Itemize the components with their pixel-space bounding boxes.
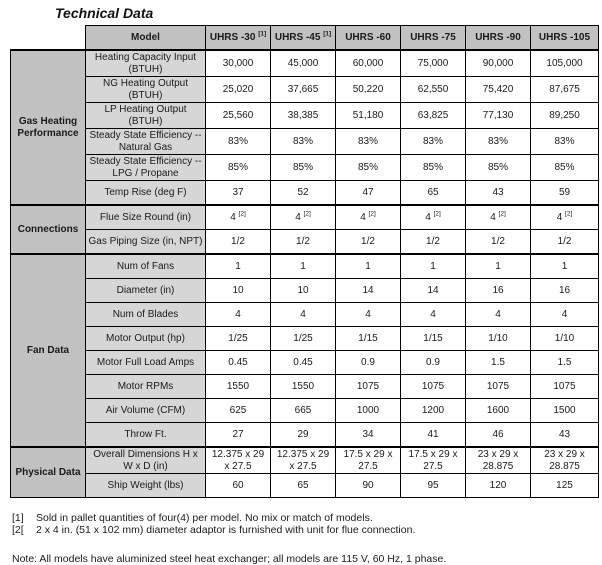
- value-cell: [206, 399, 271, 423]
- value-cell: [401, 474, 466, 498]
- value-text: 1: [235, 260, 241, 272]
- value-text: 1: [365, 260, 371, 272]
- value-text: 1075: [553, 380, 576, 392]
- value-text: 25,560: [222, 109, 254, 121]
- model-column-label: UHRS -60: [345, 31, 391, 43]
- value-cell: [401, 230, 466, 255]
- value-cell: [206, 474, 271, 498]
- value-cell: [531, 155, 599, 181]
- value-cell: [466, 155, 531, 181]
- value-cell: [336, 447, 401, 474]
- value-text: 85%: [227, 161, 248, 173]
- value-text: 120: [489, 479, 507, 491]
- value-cell: [336, 50, 401, 77]
- model-column-header: [531, 26, 599, 51]
- value-cell: [206, 129, 271, 155]
- table-row: [11, 423, 599, 448]
- model-column-header: [271, 26, 336, 51]
- table-row: [11, 279, 599, 303]
- value-cell: [531, 303, 599, 327]
- value-text: 34: [362, 428, 374, 440]
- footnote-superscript: [2]: [368, 210, 376, 218]
- footnote-superscript: [2]: [498, 210, 506, 218]
- value-cell: [206, 423, 271, 448]
- value-cell: [336, 279, 401, 303]
- value-cell: [531, 447, 599, 474]
- row-label-cell: NG Heating Output (BTUH): [86, 77, 206, 103]
- value-text: 1: [430, 260, 436, 272]
- value-cell: [336, 129, 401, 155]
- row-label-cell: Ship Weight (lbs): [86, 474, 206, 498]
- value-text: 1550: [291, 380, 315, 392]
- footnote-superscript: [2]: [565, 210, 573, 218]
- value-cell: [206, 254, 271, 279]
- value-text: 65: [297, 479, 309, 491]
- table-row: [11, 447, 599, 474]
- value-text: 1/10: [488, 332, 508, 344]
- row-label-cell: Heating Capacity Input (BTUH): [86, 50, 206, 77]
- value-text: 85%: [554, 161, 575, 173]
- model-column-header: [401, 26, 466, 51]
- technical-data-page: [0, 5, 602, 565]
- value-text: 14: [362, 284, 374, 296]
- value-text: 23 x 29 x 28.875: [544, 449, 585, 472]
- value-text: 77,130: [482, 109, 514, 121]
- value-text: 1/2: [557, 235, 572, 247]
- value-text: 63,825: [417, 109, 449, 121]
- value-text: 83%: [357, 135, 378, 147]
- value-cell: [531, 181, 599, 206]
- value-text: 1/2: [426, 235, 440, 247]
- value-cell: [206, 327, 271, 351]
- table-row: [11, 254, 599, 279]
- value-text: 12.375 x 29 x 27.5: [276, 449, 330, 472]
- value-cell: [206, 205, 271, 230]
- value-cell: [401, 447, 466, 474]
- value-cell: [336, 230, 401, 255]
- value-text: 75,420: [482, 83, 514, 95]
- value-text: 4: [230, 211, 236, 223]
- value-cell: [401, 103, 466, 129]
- value-cell: [401, 351, 466, 375]
- footnote-superscript: [2]: [238, 210, 246, 218]
- value-cell: [466, 230, 531, 255]
- table-row: [11, 399, 599, 423]
- value-text: 17.5 x 29 x 27.5: [408, 449, 458, 472]
- value-cell: [466, 399, 531, 423]
- value-cell: [206, 230, 271, 255]
- table-body: [11, 50, 599, 498]
- value-text: 45,000: [287, 57, 319, 69]
- value-text: 85%: [487, 161, 508, 173]
- value-cell: [271, 77, 336, 103]
- model-column-label: UHRS -105: [538, 31, 591, 43]
- value-text: 85%: [357, 161, 378, 173]
- value-cell: [401, 399, 466, 423]
- value-cell: [466, 474, 531, 498]
- value-cell: [206, 351, 271, 375]
- value-text: 43: [492, 186, 504, 198]
- value-text: 29: [297, 428, 309, 440]
- header-row: [11, 26, 599, 51]
- value-text: 1.5: [557, 356, 572, 368]
- value-text: 4: [556, 211, 563, 223]
- value-text: 1/25: [228, 332, 248, 344]
- value-cell: [336, 327, 401, 351]
- value-text: 83%: [554, 135, 575, 147]
- table-row: [11, 303, 599, 327]
- footnote-superscript: [1]: [323, 30, 332, 38]
- value-text: 75,000: [417, 57, 449, 69]
- value-text: 1500: [553, 404, 576, 416]
- value-cell: [206, 103, 271, 129]
- technical-data-table: [10, 25, 599, 498]
- value-text: 1/2: [361, 235, 375, 247]
- row-label-cell: Air Volume (CFM): [86, 399, 206, 423]
- value-cell: [401, 303, 466, 327]
- value-cell: [271, 103, 336, 129]
- value-text: 17.5 x 29 x 27.5: [343, 449, 393, 472]
- value-text: 1600: [486, 404, 510, 416]
- value-cell: [206, 77, 271, 103]
- value-cell: [271, 474, 336, 498]
- footnote-superscript: [2]: [433, 210, 441, 218]
- value-text: 1.5: [491, 356, 505, 368]
- value-cell: [336, 103, 401, 129]
- value-text: 27: [232, 428, 244, 440]
- value-text: 30,000: [222, 57, 254, 69]
- value-text: 1075: [356, 380, 380, 392]
- value-cell: [466, 303, 531, 327]
- value-cell: [206, 375, 271, 399]
- section-group-cell: Physical Data: [11, 447, 86, 498]
- value-cell: [336, 77, 401, 103]
- value-text: 89,250: [549, 109, 580, 121]
- row-label-cell: Motor Output (hp): [86, 327, 206, 351]
- value-cell: [531, 423, 599, 448]
- value-cell: [401, 279, 466, 303]
- value-text: 4: [235, 308, 241, 320]
- model-column-label: UHRS -30: [209, 31, 256, 43]
- footnote-marker: [1]: [12, 512, 24, 524]
- value-cell: [531, 230, 599, 255]
- model-column-label: UHRS -75: [410, 31, 456, 43]
- value-cell: [271, 375, 336, 399]
- value-cell: [531, 50, 599, 77]
- row-label-cell: Diameter (in): [86, 279, 206, 303]
- row-label-cell: Overall Dimensions H x W x D (in): [86, 447, 206, 474]
- value-cell: [336, 205, 401, 230]
- value-cell: [466, 129, 531, 155]
- value-cell: [206, 447, 271, 474]
- value-text: 1075: [421, 380, 445, 392]
- value-cell: [206, 303, 271, 327]
- value-cell: [271, 129, 336, 155]
- value-text: 0.9: [361, 356, 375, 368]
- bottom-note: Note: All models have aluminized steel heat exchanger; all models are 115 V, 60 Hz, 1 phase.: [12, 553, 447, 565]
- value-cell: [401, 155, 466, 181]
- value-cell: [271, 205, 336, 230]
- value-cell: [466, 423, 531, 448]
- value-cell: [271, 181, 336, 206]
- value-cell: [271, 279, 336, 303]
- value-cell: [401, 181, 466, 206]
- model-column-label: UHRS -45: [274, 31, 321, 43]
- corner-cell: [11, 26, 86, 51]
- value-text: 41: [427, 428, 439, 440]
- value-text: 1000: [356, 404, 380, 416]
- value-text: 4: [360, 211, 366, 223]
- footnotes: [12, 512, 602, 536]
- value-text: 14: [427, 284, 439, 296]
- table-row: [11, 351, 599, 375]
- value-cell: [336, 423, 401, 448]
- value-cell: [271, 254, 336, 279]
- row-label-cell: Num of Fans: [86, 254, 206, 279]
- value-cell: [271, 351, 336, 375]
- table-row: [11, 103, 599, 129]
- value-text: 4: [365, 308, 371, 320]
- row-label-cell: Temp Rise (deg F): [86, 181, 206, 206]
- value-cell: [401, 254, 466, 279]
- value-cell: [531, 399, 599, 423]
- section-group-cell: Connections: [11, 205, 86, 254]
- value-text: 85%: [292, 161, 313, 173]
- value-text: 1/15: [358, 332, 378, 344]
- table-header: [11, 26, 599, 51]
- footnote-superscript: [1]: [258, 30, 267, 38]
- value-cell: [401, 205, 466, 230]
- value-text: 10: [297, 284, 309, 296]
- value-text: 50,220: [352, 83, 384, 95]
- model-header-cell: Model: [86, 26, 206, 51]
- row-label-cell: LP Heating Output (BTUH): [86, 103, 206, 129]
- value-text: 90: [362, 479, 374, 491]
- value-cell: [336, 181, 401, 206]
- page-title: Technical Data: [55, 5, 154, 21]
- value-text: 62,550: [417, 83, 449, 95]
- value-text: 83%: [422, 135, 443, 147]
- value-text: 4: [295, 211, 301, 223]
- value-cell: [466, 254, 531, 279]
- value-cell: [466, 351, 531, 375]
- value-cell: [206, 181, 271, 206]
- value-text: 0.45: [228, 356, 248, 368]
- value-cell: [271, 423, 336, 448]
- value-cell: [531, 279, 599, 303]
- value-text: 23 x 29 x 28.875: [477, 449, 519, 472]
- value-text: 1/2: [296, 235, 310, 247]
- row-label-cell: Num of Blades: [86, 303, 206, 327]
- value-text: 125: [556, 479, 573, 491]
- value-cell: [466, 77, 531, 103]
- footnote-row: [12, 512, 602, 524]
- value-text: 1: [300, 260, 306, 272]
- value-cell: [401, 423, 466, 448]
- table-row: [11, 155, 599, 181]
- value-text: 1/2: [491, 235, 505, 247]
- value-text: 1/25: [293, 332, 313, 344]
- table-row: [11, 474, 599, 498]
- value-cell: [466, 50, 531, 77]
- value-text: 83%: [292, 135, 313, 147]
- value-cell: [336, 254, 401, 279]
- value-text: 65: [427, 186, 439, 198]
- value-cell: [401, 50, 466, 77]
- value-cell: [206, 279, 271, 303]
- value-cell: [401, 77, 466, 103]
- value-cell: [271, 399, 336, 423]
- value-text: 46: [492, 428, 504, 440]
- model-column-header: [336, 26, 401, 51]
- value-text: 4: [430, 308, 436, 320]
- value-text: 0.9: [426, 356, 440, 368]
- value-text: 52: [297, 186, 309, 198]
- footnote-superscript: [2]: [303, 210, 311, 218]
- value-text: 10: [232, 284, 244, 296]
- value-cell: [336, 155, 401, 181]
- value-cell: [531, 351, 599, 375]
- value-text: 43: [558, 428, 571, 440]
- value-cell: [466, 205, 531, 230]
- value-text: 105,000: [546, 57, 583, 69]
- row-label-cell: Steady State Efficiency -- Natural Gas: [86, 129, 206, 155]
- value-text: 4: [561, 308, 568, 320]
- value-cell: [271, 155, 336, 181]
- table-row: [11, 129, 599, 155]
- table-row: [11, 77, 599, 103]
- value-cell: [336, 375, 401, 399]
- row-label-cell: Flue Size Round (in): [86, 205, 206, 230]
- value-cell: [531, 254, 599, 279]
- value-cell: [531, 103, 599, 129]
- table-row: [11, 181, 599, 206]
- row-label-cell: Steady State Efficiency -- LPG / Propane: [86, 155, 206, 181]
- value-cell: [466, 327, 531, 351]
- value-text: 87,675: [549, 83, 580, 95]
- value-cell: [271, 447, 336, 474]
- value-cell: [466, 447, 531, 474]
- value-text: 1200: [421, 404, 445, 416]
- value-text: 1/15: [423, 332, 443, 344]
- value-cell: [531, 327, 599, 351]
- value-cell: [531, 129, 599, 155]
- value-cell: [271, 303, 336, 327]
- value-text: 95: [427, 479, 439, 491]
- model-column-header: [206, 26, 271, 51]
- value-text: 1/2: [231, 235, 245, 247]
- value-text: 4: [300, 308, 306, 320]
- value-text: 1: [561, 260, 568, 272]
- value-cell: [466, 375, 531, 399]
- section-group-cell: Fan Data: [11, 254, 86, 447]
- value-text: 60,000: [352, 57, 384, 69]
- value-text: 1075: [486, 380, 510, 392]
- footnote-text: Sold in pallet quantities of four(4) per model. No mix or match of models.: [36, 512, 373, 524]
- footnote-row: [12, 524, 602, 536]
- value-text: 12.375 x 29 x 27.5: [211, 449, 265, 472]
- value-cell: [531, 77, 599, 103]
- value-text: 59: [558, 186, 571, 198]
- value-text: 1550: [226, 380, 250, 392]
- value-cell: [466, 279, 531, 303]
- value-text: 47: [362, 186, 374, 198]
- footnote-marker: [2[: [12, 524, 24, 536]
- value-text: 51,180: [352, 109, 384, 121]
- value-cell: [271, 327, 336, 351]
- table-row: [11, 50, 599, 77]
- value-text: 37: [232, 186, 244, 198]
- value-text: 83%: [487, 135, 508, 147]
- value-cell: [271, 50, 336, 77]
- value-text: 90,000: [482, 57, 514, 69]
- row-label-cell: Motor Full Load Amps: [86, 351, 206, 375]
- value-cell: [401, 375, 466, 399]
- value-text: 83%: [227, 135, 248, 147]
- footnote-text: 2 x 4 in. (51 x 102 mm) diameter adaptor is furnished with unit for flue connection.: [36, 524, 416, 536]
- value-text: 4: [490, 211, 496, 223]
- value-cell: [336, 351, 401, 375]
- value-cell: [336, 399, 401, 423]
- value-text: 38,385: [287, 109, 319, 121]
- row-label-cell: Motor RPMs: [86, 375, 206, 399]
- value-text: 16: [492, 284, 504, 296]
- value-cell: [336, 474, 401, 498]
- row-label-cell: Gas Piping Size (in, NPT): [86, 230, 206, 255]
- table-row: [11, 205, 599, 230]
- table-row: [11, 230, 599, 255]
- model-column-header: [466, 26, 531, 51]
- value-cell: [531, 375, 599, 399]
- value-text: 60: [232, 479, 244, 491]
- value-text: 25,020: [222, 83, 254, 95]
- value-text: 0.45: [293, 356, 313, 368]
- value-cell: [531, 474, 599, 498]
- value-text: 665: [294, 404, 312, 416]
- table-row: [11, 327, 599, 351]
- table-row: [11, 375, 599, 399]
- value-cell: [531, 205, 599, 230]
- value-text: 16: [558, 284, 571, 296]
- section-group-cell: Gas Heating Performance: [11, 50, 86, 205]
- value-text: 1: [495, 260, 501, 272]
- value-cell: [401, 327, 466, 351]
- value-cell: [466, 103, 531, 129]
- value-cell: [336, 303, 401, 327]
- value-cell: [206, 50, 271, 77]
- value-text: 4: [425, 211, 431, 223]
- value-cell: [271, 230, 336, 255]
- value-text: 37,665: [287, 83, 319, 95]
- model-column-label: UHRS -90: [475, 31, 521, 43]
- value-text: 85%: [422, 161, 443, 173]
- value-text: 1/10: [554, 332, 575, 344]
- value-cell: [466, 181, 531, 206]
- value-cell: [206, 155, 271, 181]
- value-text: 4: [495, 308, 501, 320]
- value-text: 625: [229, 404, 247, 416]
- row-label-cell: Throw Ft.: [86, 423, 206, 448]
- value-cell: [401, 129, 466, 155]
